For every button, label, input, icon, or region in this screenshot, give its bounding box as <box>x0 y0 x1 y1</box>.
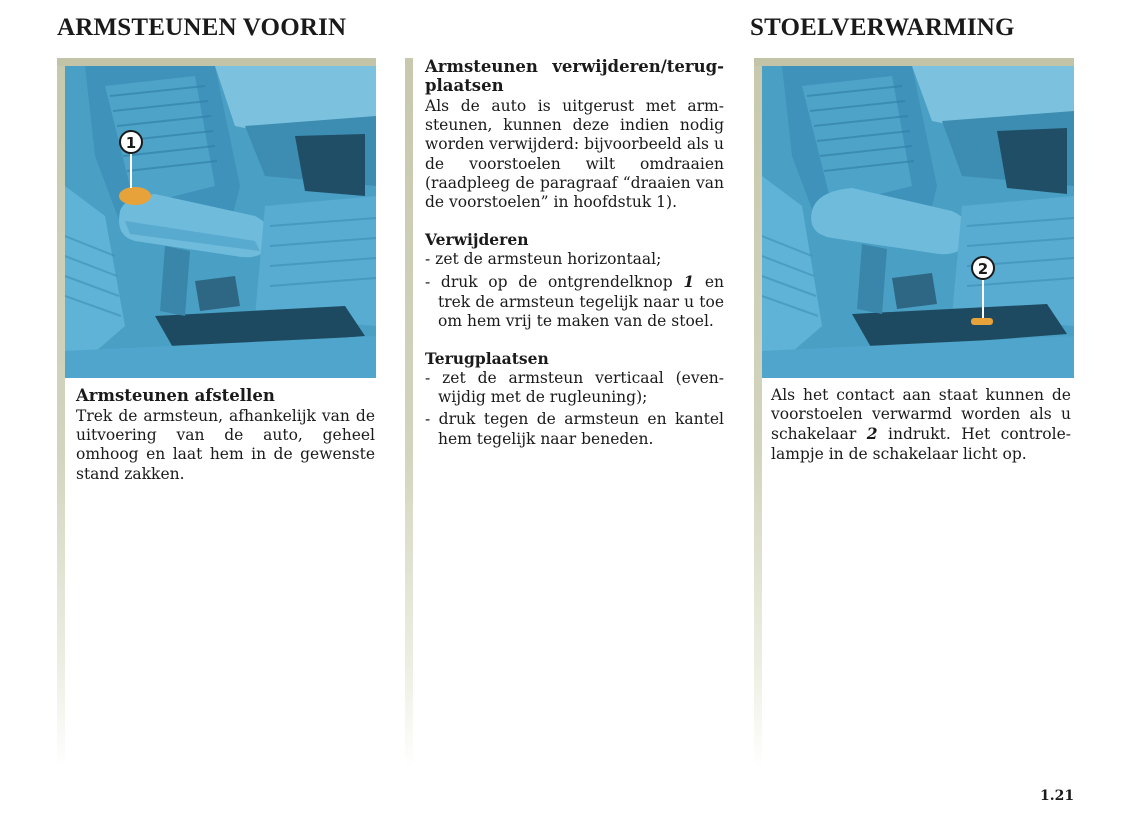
remove-step-1: - zet de armsteun horizontaal; <box>425 250 662 269</box>
left-column-bar <box>57 58 65 768</box>
callout-1-label: 1 <box>125 134 137 152</box>
left-text-block <box>76 386 375 484</box>
seat-heating-photo <box>762 66 1074 378</box>
refit-step-1: - zet de armsteun verticaal (even-wijdig met de rugleuning); <box>425 369 724 407</box>
section-title-remove-refit: Armsteunen verwijderen/terug-plaatsen <box>425 57 724 95</box>
adjust-paragraph: Trek de armsteun, afhankelijk van de uitvoering van de auto, geheel omhoog en laat hem in de gewenste stand zakken. <box>76 407 375 483</box>
subsection-title-refit: Terugplaatsen <box>425 349 549 369</box>
remove-step-2-number: 1 <box>683 272 695 292</box>
refit-step-2: - druk tegen de armsteun en kantel hem tegelijk naar beneden. <box>425 410 724 448</box>
seat-heating-number: 2 <box>866 424 878 444</box>
remove-intro-paragraph: Als de auto is uitgerust met arm-steunen, kunnen deze indien nodig worden verwijderd: bijvoorbeeld als u de voorstoelen wilt omdraaien (raadpleeg de paragraaf “draaien van de voorstoelen” in hoofdstuk 1). <box>425 97 724 212</box>
page-number: 1.21 <box>1040 788 1075 804</box>
remove-steps-list <box>425 250 724 331</box>
seat-heating-paragraph <box>771 386 1071 464</box>
page-title-seat-heating: STOELVERWARMING <box>750 14 1015 41</box>
callout-2-label: 2 <box>977 260 989 278</box>
page-title-armrests: ARMSTEUNEN VOORIN <box>57 14 347 41</box>
subsection-title-remove: Verwijderen <box>425 230 529 250</box>
seat-heating-text-a: Als het contact aan staat kunnen de voorstoelen verwarmd worden als u schakelaar <box>771 386 1071 444</box>
refit-steps-list <box>425 369 724 449</box>
right-column-bar <box>754 58 762 768</box>
remove-step-2 <box>425 272 724 331</box>
middle-column-bar <box>405 58 413 768</box>
middle-text-block <box>425 57 724 452</box>
left-top-bar <box>57 58 376 66</box>
section-title-adjust: Armsteunen afstellen <box>76 386 275 405</box>
right-top-bar <box>754 58 1074 66</box>
seat-heating-text-b: indrukt. Het controle-lampje in de schakelaar licht op. <box>771 425 1071 463</box>
remove-step-2-text-a: - druk op de ontgrendelknop <box>425 273 684 292</box>
armrest-photo <box>65 66 376 378</box>
right-text-block <box>771 386 1071 464</box>
remove-step-2-text-b: en trek de armsteun tegelijk naar u toe om hem vrij te maken van de stoel. <box>438 273 724 330</box>
